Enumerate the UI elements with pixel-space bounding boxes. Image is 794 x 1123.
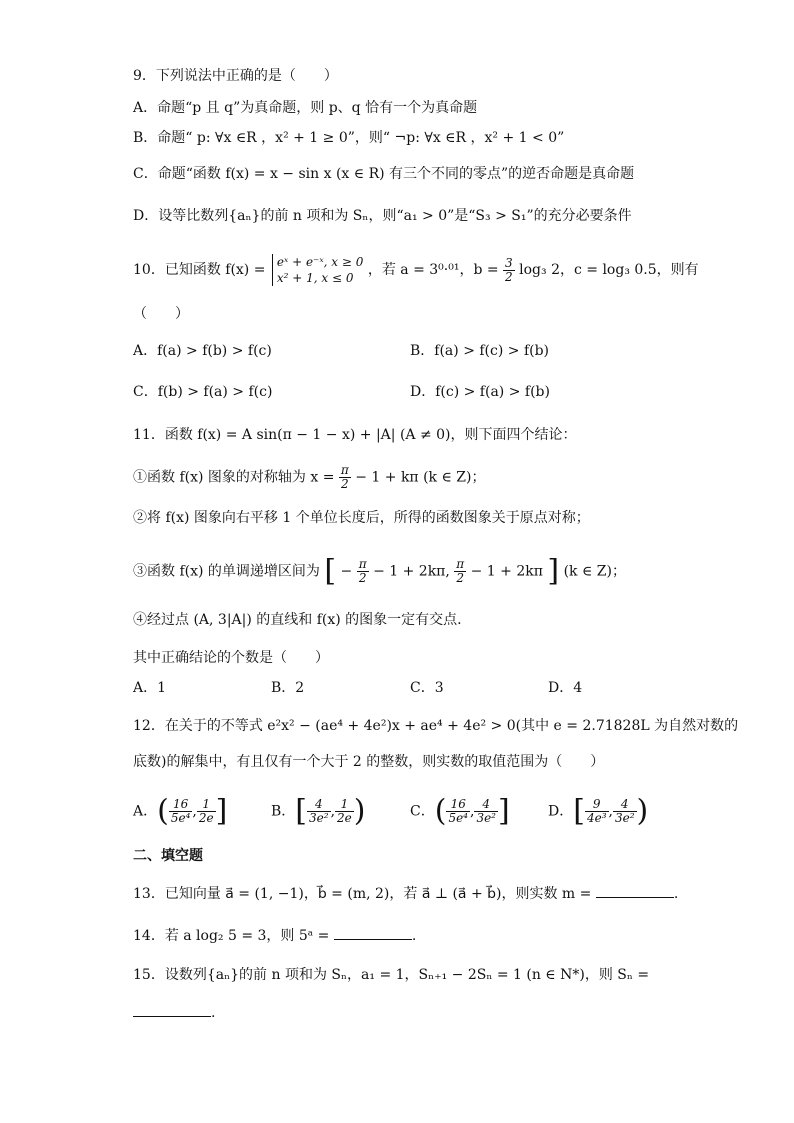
q12-option-b: B．[ $\frac{4}{\text{3e²}}$ , $\frac{1}{2e}$ ) (271, 793, 366, 829)
q11-option-b: B．2 (271, 680, 305, 696)
q14-text: 14．若 a log₂ 5 = 3，则 5ᵃ = (133, 928, 330, 944)
q12-a-d2: 2e (198, 811, 214, 825)
q12-c-label: C． (410, 803, 435, 820)
q11-s1-tail: − 1 + kπ (k ∈ Z)； (355, 469, 486, 486)
q12-d-d2: 3e² (614, 811, 635, 825)
q12-c-d1: 5e⁴ (448, 811, 468, 825)
q12-a-label: A． (133, 803, 158, 820)
q12-c-d2: 3e² (476, 811, 496, 825)
q11-stem: 11．函数 f(x) = A sin(π − 1 − x) + |A| (A ≠ 0)，则下面四个结论： (133, 427, 577, 443)
q11-s1-text: ①函数 f(x) 图象的对称轴为 x = (133, 469, 335, 486)
q11-s3-frac1 (357, 558, 369, 585)
q12-d-frac2 (613, 798, 637, 825)
q11-s3-mid: − 1 + 2kπ, (373, 563, 450, 580)
q11-s3-text: ③函数 f(x) 的单调递增区间为 (133, 563, 320, 580)
q12-d-open: [ (573, 793, 585, 829)
q10-frac-den: 2 (505, 269, 513, 284)
q11-statement-3: ③函数 f(x) 的单调递增区间为 [ − $\frac{\pi}{2}$ − 1 + 2kπ, $\frac{\pi}{2}$ − 1 + 2kπ ] (k ∈ Z)； (133, 553, 626, 589)
q11-statement-1 (133, 464, 486, 491)
q9-option-c: C．命题“函数 f(x) = x − sin x (x ∈ R) 有三个不同的零点”的逆否命题是真命题 (133, 166, 635, 182)
q13-text: 13．已知向量 a⃗ = (1, −1)，b⃗ = (m, 2)，若 a⃗ ⊥ (a⃗ + b⃗)，则实数 m = (133, 886, 592, 902)
q11-option-a: A．1 (133, 680, 167, 696)
section-title: 二、填空题 (133, 848, 203, 864)
q11-s3-frac2-num: π (456, 557, 465, 571)
q12-c-close: ] (497, 793, 510, 829)
q9-option-b: B．命题“ p: ∀x ∈R ，x² + 1 ≥ 0”，则“ ¬p: ∀x ∈R ，x² + 1 < 0” (133, 130, 565, 146)
q15-text: 15．设数列{aₙ}的前 n 项和为 Sₙ，a₁ = 1，Sₙ₊₁ − 2Sₙ = 1 (n ∈ N*)，则 Sₙ = (133, 967, 650, 983)
q10-option-d: D．f(c) > f(a) > f(b) (410, 384, 550, 400)
q9-option-d: D．设等比数列{aₙ}的前 n 项和为 Sₙ，则“a₁ > 0”是“S₃ > S₁”的充分必要条件 (133, 208, 632, 224)
q11-ask: 其中正确结论的个数是（ ） (133, 650, 329, 666)
q15-answer-line (133, 1002, 215, 1023)
q12-d-close: ) (636, 793, 649, 829)
q10-paren: （ ） (133, 306, 189, 322)
q12-line-1: 12．在关于的不等式 e²x² − (ae⁴ + 4e²)x + ae⁴ + 4e² > 0(其中 e = 2.71828L 为自然对数的 (133, 718, 739, 734)
q12-a-open: ( (157, 793, 169, 829)
q12-b-n1: 4 (307, 798, 331, 812)
q13-answer-blank[interactable] (596, 883, 674, 898)
q11-s3-lbracket: [ (324, 553, 337, 589)
q10-option-b: B．f(a) > f(c) > f(b) (410, 343, 550, 359)
q11-s3-frac1-den: 2 (358, 571, 367, 585)
q12-a-frac1 (169, 798, 193, 825)
q12-option-a: A．( $\frac{16}{\text{5e⁴}}$ , $\frac{1}{2e}$ ] (133, 793, 228, 829)
q12-a-d1: 5e⁴ (170, 811, 191, 825)
q11-statement-2: ②将 f(x) 图象向右平移 1 个单位长度后，所得的函数图象关于原点对称； (133, 510, 590, 526)
q12-b-frac2 (335, 798, 354, 825)
q11-s3-frac2-den: 2 (456, 571, 465, 585)
q12-option-d: D．[ $\frac{9}{\text{4e³}}$ , $\frac{4}{\text{3e²}}$ ) (548, 793, 649, 829)
q10-stem (133, 254, 699, 286)
q12-line-2: 底数)的解集中，有且仅有一个大于 2 的整数，则实数的取值范围为（ ） (133, 754, 605, 770)
q12-c-frac2 (474, 798, 498, 825)
q11-option-c: C．3 (410, 680, 444, 696)
q12-b-d1: 3e² (309, 811, 329, 825)
q11-s1-den: 2 (341, 477, 349, 491)
q14-end: . (411, 928, 417, 944)
q12-d-n2: 4 (613, 798, 637, 812)
q12-d-n1: 9 (585, 798, 609, 812)
q12-b-frac1 (307, 798, 331, 825)
q11-s1-fraction (339, 464, 351, 491)
q12-c-open: ( (434, 793, 447, 829)
q12-b-open: [ (295, 793, 308, 829)
q12-c-frac1 (446, 798, 470, 825)
q10-suffix-b: log₃ 2，c = log₃ 0.5，则有 (519, 262, 699, 278)
q10-suffix-a: ，若 a = 3⁰·⁰¹，b = (367, 262, 499, 278)
q10-case1: eˣ + e⁻ˣ, x ≥ 0 (276, 255, 364, 269)
q14-answer-blank[interactable] (334, 925, 412, 940)
q12-b-n2: 1 (335, 798, 354, 812)
q10-piecewise (272, 254, 363, 286)
q13 (133, 883, 678, 904)
q11-s3-rbracket: ] (547, 553, 560, 589)
q12-c-n1: 16 (446, 798, 470, 812)
q11-s3-tail: (k ∈ Z)； (563, 563, 626, 580)
q12-b-close: ) (353, 793, 366, 829)
q13-end: . (673, 886, 679, 902)
q10-frac-num: 3 (505, 255, 513, 270)
q12-a-frac2 (197, 798, 216, 825)
q12-d-d1: 4e³ (586, 811, 607, 825)
q12-b-d2: 2e (337, 811, 352, 825)
q12-a-close: ] (215, 793, 228, 829)
q12-c-n2: 4 (474, 798, 498, 812)
q10-option-a: A．f(a) > f(b) > f(c) (133, 343, 272, 359)
q10-fraction (503, 257, 515, 284)
q11-statement-4: ④经过点 (A, 3|A|) 的直线和 f(x) 的图象一定有交点. (133, 612, 462, 628)
q10-prefix: 10．已知函数 f(x) = (133, 262, 266, 278)
q15-end: . (211, 1005, 216, 1021)
q12-option-c: C．( $\frac{16}{\text{5e⁴}}$ , $\frac{4}{\text{3e²}}$ ] (410, 793, 510, 829)
q10-case2: x² + 1, x ≤ 0 (276, 271, 354, 285)
q10-option-c: C．f(b) > f(a) > f(c) (133, 384, 273, 400)
q11-s3-end: − 1 + 2kπ (470, 563, 543, 580)
q11-option-d: D．4 (548, 680, 583, 696)
q11-s3-frac2 (454, 558, 466, 585)
q11-s1-num: π (340, 463, 349, 477)
q15-answer-blank[interactable] (133, 1002, 211, 1017)
q12-b-label: B． (271, 803, 296, 820)
q9-option-a: A．命题“p 且 q”为真命题，则 p、q 恰有一个为真命题 (133, 100, 478, 116)
q11-s3-frac1-num: π (358, 557, 367, 571)
q12-a-n1: 16 (169, 798, 193, 812)
q12-a-n2: 1 (197, 798, 216, 812)
q14 (133, 925, 416, 946)
q12-d-frac1 (585, 798, 609, 825)
q12-d-label: D． (548, 803, 574, 820)
q9-stem: 9．下列说法中正确的是（ ） (133, 68, 338, 84)
